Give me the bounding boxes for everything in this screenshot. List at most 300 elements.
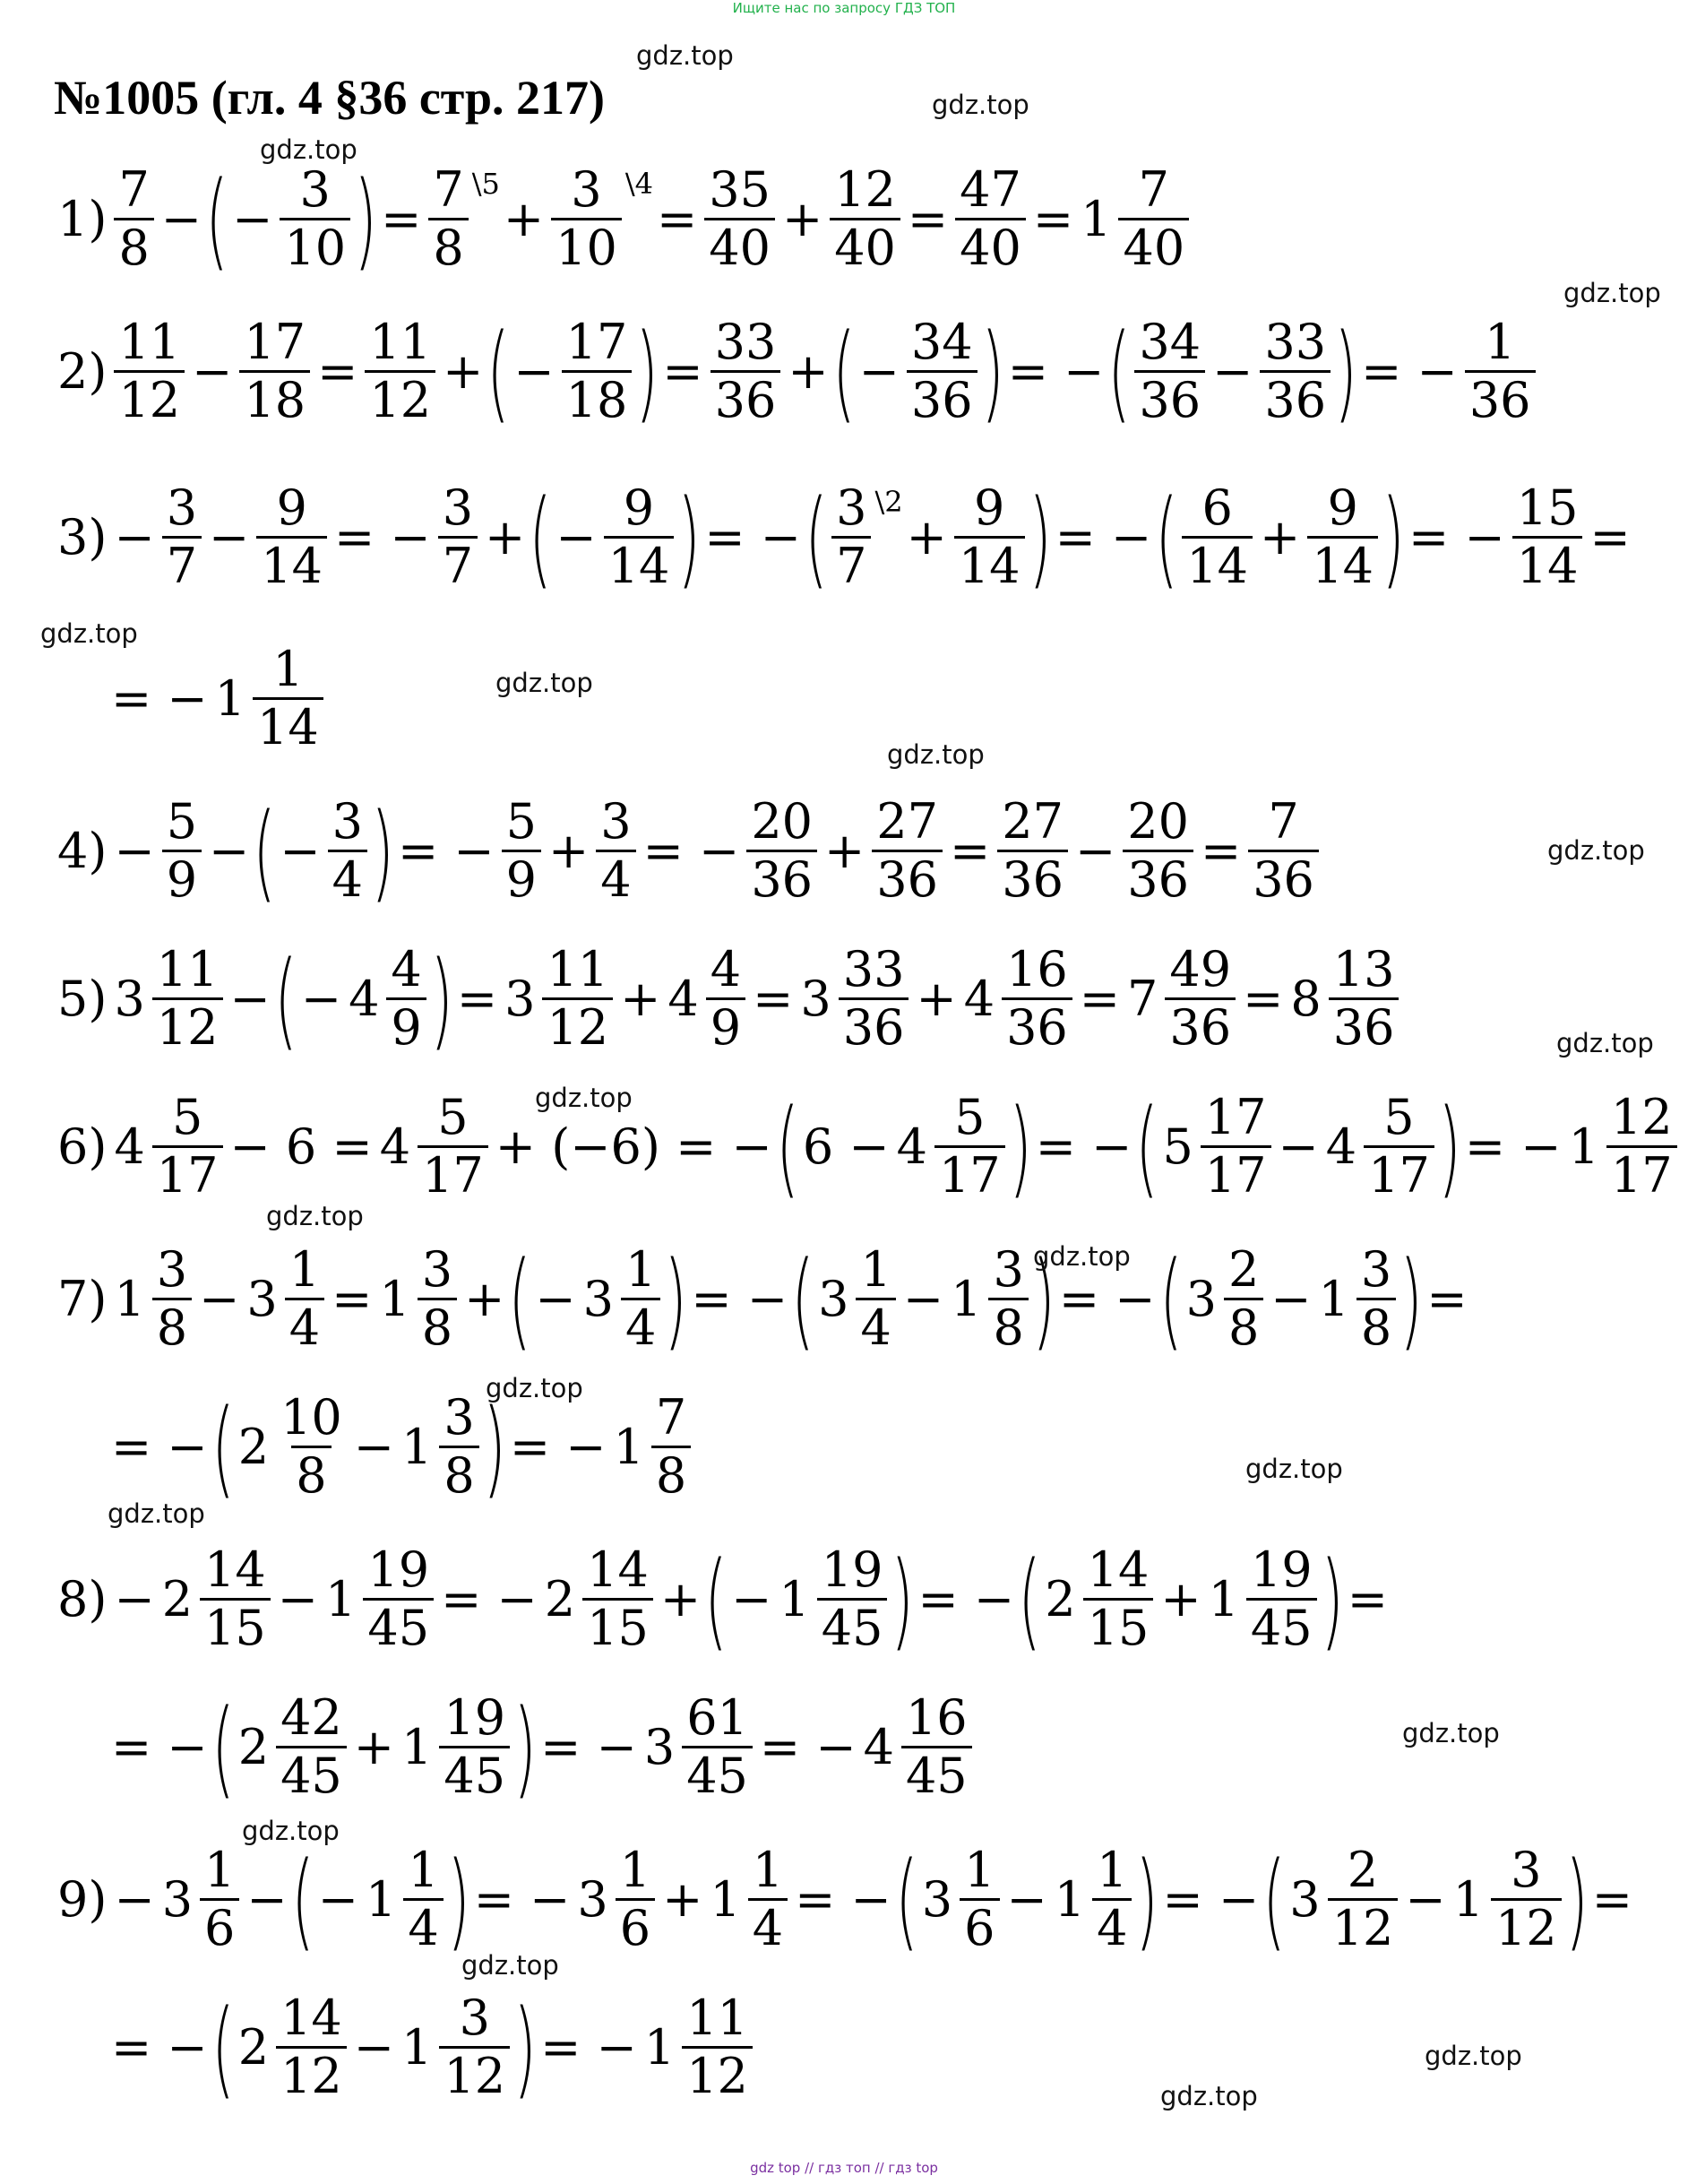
operator: − — [300, 970, 342, 1027]
denominator: 15 — [1083, 1598, 1154, 1653]
numerator: 11 — [156, 941, 219, 997]
parenthesis: ( — [1158, 1237, 1183, 1361]
denominator: 8 — [152, 1298, 192, 1352]
fraction — [907, 314, 977, 428]
whole-part: 1 — [779, 1570, 810, 1627]
footer-note: gdz top // гдз топ // гдз top — [750, 2160, 938, 2176]
denominator: 14 — [1512, 536, 1583, 591]
fraction — [1002, 941, 1072, 1056]
fraction — [152, 941, 223, 1056]
equation-line — [108, 641, 327, 755]
denominator: 4 — [856, 1298, 895, 1352]
operator: = − — [1058, 1270, 1156, 1327]
denominator: 8 — [439, 1446, 478, 1500]
numerator: 20 — [1127, 793, 1189, 850]
fraction — [1364, 1089, 1434, 1204]
numerator: 9 — [623, 479, 655, 536]
operator: = − — [759, 1718, 857, 1775]
denominator: 4 — [328, 850, 367, 904]
operator: = − — [473, 1870, 571, 1928]
denominator: 36 — [1123, 850, 1193, 904]
numerator: 3 — [166, 479, 198, 536]
whole-part: 8 — [1290, 970, 1322, 1027]
fraction — [1329, 941, 1399, 1056]
operator: = − — [111, 1718, 208, 1775]
denominator: 12 — [276, 2046, 347, 2101]
denominator: 7 — [438, 536, 478, 591]
mixed-number — [501, 941, 616, 1056]
operator: − 6 = — [229, 1118, 373, 1175]
operator: = − — [540, 1718, 637, 1775]
operator: + — [906, 508, 947, 565]
denominator: 8 — [988, 1298, 1028, 1352]
fraction — [1248, 793, 1319, 908]
watermark-text: gdz.top — [887, 739, 985, 770]
whole-part: 1 — [365, 1870, 397, 1928]
operator: + — [659, 1570, 702, 1627]
fraction — [562, 314, 633, 428]
denominator: 14 — [954, 536, 1025, 591]
whole-part: 1 — [710, 1870, 741, 1928]
numerator: 9 — [276, 479, 307, 536]
mixed-number — [580, 1241, 665, 1356]
whole-part: 3 — [577, 1870, 608, 1928]
fraction — [1491, 1842, 1562, 1956]
fraction — [276, 1389, 347, 1504]
numerator: 4 — [391, 941, 422, 997]
fraction — [1606, 1089, 1677, 1204]
fraction — [418, 1089, 488, 1204]
whole-part: 1 — [1208, 1570, 1239, 1627]
denominator: 9 — [502, 850, 541, 904]
fraction — [114, 314, 185, 428]
problem-label: 6) — [57, 1118, 108, 1175]
problem-label: 1) — [57, 190, 108, 247]
fraction — [256, 479, 327, 594]
fraction — [1083, 1541, 1154, 1656]
operator: − — [277, 1570, 319, 1627]
fraction — [386, 941, 426, 1056]
fraction — [200, 1842, 239, 1956]
numerator: 27 — [1002, 793, 1064, 850]
whole-part: 1 — [114, 1270, 145, 1327]
fraction — [1224, 1241, 1263, 1356]
operator: − — [1006, 1870, 1047, 1928]
fraction — [856, 1241, 895, 1356]
numerator: 3 — [571, 161, 602, 218]
denominator: 12 — [1328, 1898, 1399, 1953]
mixed-number — [918, 1842, 1003, 1956]
parenthesis: ) — [1009, 1084, 1032, 1209]
operator: − — [902, 1270, 944, 1327]
whole-part: 2 — [161, 1570, 194, 1627]
mixed-number — [1051, 1842, 1136, 1956]
operator: = — [1032, 190, 1074, 247]
numerator: 6 — [1201, 479, 1233, 536]
operator: + — [353, 1718, 395, 1775]
operator: = − — [691, 1270, 788, 1327]
denominator: 17 — [1606, 1145, 1677, 1200]
mixed-number — [322, 1541, 437, 1656]
mixed-number — [706, 1842, 791, 1956]
denominator: 8 — [114, 218, 153, 272]
operator: − — [232, 190, 273, 247]
numerator: 14 — [204, 1541, 266, 1598]
numerator: 19 — [1250, 1541, 1313, 1598]
denominator: 40 — [704, 218, 775, 272]
problem-label: 3) — [57, 508, 108, 565]
whole-part: 1 — [214, 669, 246, 727]
operator: + — [485, 508, 526, 565]
denominator: 45 — [817, 1598, 888, 1653]
equation-line — [54, 157, 1193, 281]
numerator: 7 — [433, 161, 464, 218]
whole-part: 3 — [921, 1870, 953, 1928]
fraction — [1165, 941, 1236, 1056]
denominator: 36 — [872, 850, 943, 904]
mixed-number — [1287, 941, 1402, 1056]
watermark-text: gdz.top — [242, 1816, 340, 1846]
denominator: 17 — [418, 1145, 488, 1200]
whole-part: 4 — [863, 1718, 894, 1775]
whole-part: 2 — [1045, 1570, 1076, 1627]
parenthesis: ) — [1565, 1837, 1589, 1962]
numerator: 3 — [299, 161, 331, 218]
fraction — [704, 161, 775, 276]
fraction — [1118, 161, 1189, 276]
operator: + — [788, 342, 829, 400]
operator: − — [731, 1570, 772, 1627]
denominator: 8 — [418, 1298, 457, 1352]
fraction — [830, 161, 900, 276]
parenthesis: ) — [1028, 475, 1052, 600]
numerator: 1 — [1484, 314, 1516, 370]
numerator: 1 — [408, 1842, 439, 1898]
fraction — [934, 1089, 1005, 1204]
equation-line — [108, 1685, 976, 1809]
parenthesis: ) — [1399, 1237, 1423, 1361]
denominator: 36 — [839, 997, 909, 1052]
fraction — [1092, 1842, 1132, 1956]
operator: = − — [1007, 342, 1105, 400]
parenthesis: ) — [430, 937, 453, 1061]
fraction — [954, 479, 1025, 594]
operator: = − — [1408, 508, 1505, 565]
numerator: 9 — [974, 479, 1005, 536]
denominator: 8 — [428, 218, 468, 272]
numerator: 4 — [710, 941, 742, 997]
operator: − — [192, 342, 233, 400]
denominator: 17 — [152, 1145, 223, 1200]
denominator: 40 — [1118, 218, 1189, 272]
denominator: 4 — [1092, 1898, 1132, 1953]
denominator: 8 — [1356, 1298, 1396, 1352]
multiplier-note: \2 — [874, 485, 903, 519]
mixed-number — [947, 1241, 1032, 1356]
problem-label: 2) — [57, 342, 108, 400]
numerator: 11 — [369, 314, 432, 370]
watermark-text: gdz.top — [486, 1373, 583, 1403]
operator: − — [353, 2018, 395, 2076]
numerator: 16 — [1006, 941, 1068, 997]
numerator: 7 — [655, 1389, 687, 1446]
mixed-number — [1158, 1089, 1274, 1204]
denominator: 4 — [596, 850, 635, 904]
fraction — [276, 1990, 347, 2104]
parenthesis: ( — [776, 1084, 799, 1209]
whole-part: 2 — [237, 1418, 270, 1475]
mixed-number — [541, 1541, 657, 1656]
denominator: 4 — [403, 1898, 443, 1953]
watermark-text: gdz.top — [1425, 2041, 1522, 2071]
operator: − — [246, 1870, 288, 1928]
parenthesis: ) — [1334, 309, 1357, 434]
denominator: 8 — [651, 1446, 691, 1500]
denominator: 4 — [748, 1898, 788, 1953]
operator: + — [1260, 508, 1301, 565]
operator: = − — [1055, 508, 1152, 565]
operator: = — [656, 190, 698, 247]
operator: + — [781, 190, 823, 247]
parenthesis: ( — [508, 1237, 532, 1361]
fraction — [746, 793, 817, 908]
whole-part: 3 — [1289, 1870, 1321, 1928]
mixed-number — [664, 941, 749, 1056]
fraction — [1307, 479, 1378, 594]
operator: = − — [917, 1570, 1015, 1627]
parenthesis: ( — [274, 937, 297, 1061]
operator: − — [209, 822, 250, 879]
numerator: 34 — [1139, 314, 1201, 370]
numerator: 5 — [437, 1089, 469, 1145]
parenthesis: ( — [1135, 1084, 1159, 1209]
watermark-text: gdz.top — [1245, 1454, 1343, 1484]
operator: − — [535, 1270, 576, 1327]
denominator: 17 — [934, 1145, 1005, 1200]
operator: = — [1243, 970, 1284, 1027]
operator: − — [1278, 1118, 1319, 1175]
fraction — [328, 793, 367, 908]
problem-label: 7) — [57, 1270, 108, 1327]
operator: 6 − — [802, 1118, 890, 1175]
denominator: 36 — [1248, 850, 1319, 904]
fraction — [200, 1541, 271, 1656]
fraction — [748, 1842, 788, 1956]
whole-part: 7 — [1127, 970, 1158, 1027]
fraction — [152, 1089, 223, 1204]
operator: + — [662, 1870, 703, 1928]
parenthesis: ( — [831, 309, 856, 434]
denominator: 6 — [960, 1898, 999, 1953]
mixed-number — [960, 941, 1076, 1056]
numerator: 3 — [600, 793, 632, 850]
equation-line — [54, 789, 1322, 913]
denominator: 14 — [1307, 536, 1378, 591]
mixed-number — [1183, 1241, 1268, 1356]
whole-part: 4 — [667, 970, 699, 1027]
numerator: 7 — [1138, 161, 1170, 218]
whole-part: 1 — [325, 1570, 357, 1627]
mixed-number — [398, 1689, 513, 1804]
parenthesis: ( — [211, 1685, 235, 1809]
numerator: 14 — [280, 1990, 342, 2046]
whole-part: 1 — [401, 1418, 433, 1475]
whole-part: 3 — [1185, 1270, 1217, 1327]
equation-line — [108, 1985, 756, 2110]
equation-line — [54, 1237, 1471, 1361]
operator: − — [114, 822, 155, 879]
fraction — [596, 793, 635, 908]
mixed-number — [609, 1389, 694, 1504]
denominator: 36 — [1329, 997, 1399, 1052]
problem-label: 8) — [57, 1570, 108, 1627]
numerator: 5 — [171, 1089, 203, 1145]
operator: = − — [111, 2018, 208, 2076]
numerator: 35 — [709, 161, 771, 218]
denominator: 14 — [604, 536, 675, 591]
denominator: 14 — [253, 697, 323, 752]
operator: = − — [111, 669, 208, 727]
fraction — [960, 1842, 999, 1956]
denominator: 45 — [276, 1746, 347, 1800]
fraction — [711, 314, 781, 428]
parenthesis: ( — [291, 1837, 314, 1962]
fraction — [439, 1689, 510, 1804]
denominator: 45 — [1246, 1598, 1317, 1653]
numerator: 5 — [1383, 1089, 1415, 1145]
denominator: 10 — [280, 218, 350, 272]
mixed-number — [1450, 1842, 1565, 1956]
numerator: 12 — [834, 161, 896, 218]
numerator: 33 — [714, 314, 777, 370]
fraction — [1201, 1089, 1271, 1204]
fraction — [706, 941, 745, 1056]
whole-part: 2 — [237, 1718, 270, 1775]
watermark-text: gdz.top — [108, 1498, 205, 1529]
operator: = − — [441, 1570, 538, 1627]
denominator: 45 — [901, 1746, 972, 1800]
operator: − — [199, 1270, 240, 1327]
parenthesis: ) — [513, 1985, 537, 2110]
operator: = — [1079, 970, 1121, 1027]
operator: − — [317, 1870, 358, 1928]
denominator: 12 — [682, 2046, 753, 2101]
numerator: 20 — [751, 793, 814, 850]
equation-line — [54, 309, 1539, 434]
whole-part: 1 — [379, 1270, 410, 1327]
mixed-number — [893, 1089, 1009, 1204]
mixed-number — [1124, 941, 1239, 1056]
operator: + — [824, 822, 866, 879]
operator: = − — [1361, 342, 1458, 400]
operator: − — [353, 1418, 395, 1475]
mixed-number — [1286, 1842, 1401, 1956]
numerator: 42 — [280, 1689, 342, 1746]
denominator: 14 — [1182, 536, 1253, 591]
fraction — [621, 1241, 660, 1356]
parenthesis: ( — [1262, 1837, 1286, 1962]
denominator: 36 — [1002, 997, 1072, 1052]
mixed-number — [235, 1990, 350, 2104]
parenthesis: ) — [677, 475, 701, 600]
numerator: 14 — [1087, 1541, 1150, 1598]
numerator: 33 — [842, 941, 905, 997]
watermark-text: gdz.top — [932, 90, 1029, 120]
fraction — [1465, 314, 1536, 428]
operator: + — [503, 190, 545, 247]
watermark-text: gdz.top — [40, 618, 138, 649]
denominator: 40 — [955, 218, 1026, 272]
operator: = — [1591, 1870, 1632, 1928]
numerator: 10 — [280, 1389, 342, 1446]
operator: + — [548, 822, 590, 879]
header-note: Ищите нас по запросу ГДЗ ТОП — [732, 0, 956, 16]
numerator: 19 — [444, 1689, 506, 1746]
fraction — [551, 161, 622, 276]
numerator: 17 — [1204, 1089, 1267, 1145]
whole-part: 4 — [963, 970, 995, 1027]
fraction — [439, 1990, 510, 2104]
denominator: 15 — [582, 1598, 653, 1653]
operator: = − — [540, 2018, 637, 2076]
operator: − — [1074, 822, 1116, 879]
denominator: 9 — [386, 997, 426, 1052]
whole-part: 4 — [379, 1118, 411, 1175]
whole-part: 4 — [114, 1118, 145, 1175]
operator: = − — [1162, 1870, 1260, 1928]
mixed-number — [641, 1990, 756, 2104]
operator: − — [858, 342, 900, 400]
fraction — [285, 1241, 324, 1356]
numerator: 1 — [752, 1842, 784, 1898]
whole-part: 5 — [1162, 1118, 1193, 1175]
operator: − — [1212, 342, 1253, 400]
numerator: 16 — [905, 1689, 968, 1746]
numerator: 2 — [1347, 1842, 1379, 1898]
parenthesis: ) — [371, 789, 394, 913]
fraction — [428, 161, 468, 276]
mixed-number — [235, 1689, 350, 1804]
whole-part: 1 — [1452, 1870, 1484, 1928]
parenthesis: ( — [805, 475, 828, 600]
numerator: 7 — [1268, 793, 1299, 850]
fraction — [1512, 479, 1583, 594]
numerator: 3 — [442, 479, 474, 536]
fraction — [239, 314, 310, 428]
equation-line — [54, 937, 1402, 1061]
parenthesis: ) — [1438, 1084, 1461, 1209]
operator: = − — [642, 822, 740, 879]
numerator: 1 — [619, 1842, 651, 1898]
numerator: 19 — [367, 1541, 430, 1598]
denominator: 45 — [682, 1746, 753, 1800]
denominator: 14 — [256, 536, 327, 591]
mixed-number — [362, 1842, 447, 1956]
equation-line — [54, 1837, 1636, 1962]
operator: − — [209, 508, 250, 565]
parenthesis: ( — [253, 789, 276, 913]
operator: = − — [334, 508, 431, 565]
denominator: 18 — [239, 370, 310, 425]
whole-part: 3 — [582, 1270, 614, 1327]
operator: = — [332, 1270, 373, 1327]
whole-part: 4 — [896, 1118, 927, 1175]
denominator: 36 — [907, 370, 977, 425]
denominator: 36 — [997, 850, 1068, 904]
operator: − — [114, 1570, 155, 1627]
watermark-text: gdz.top — [266, 1201, 364, 1231]
fraction — [839, 941, 909, 1056]
